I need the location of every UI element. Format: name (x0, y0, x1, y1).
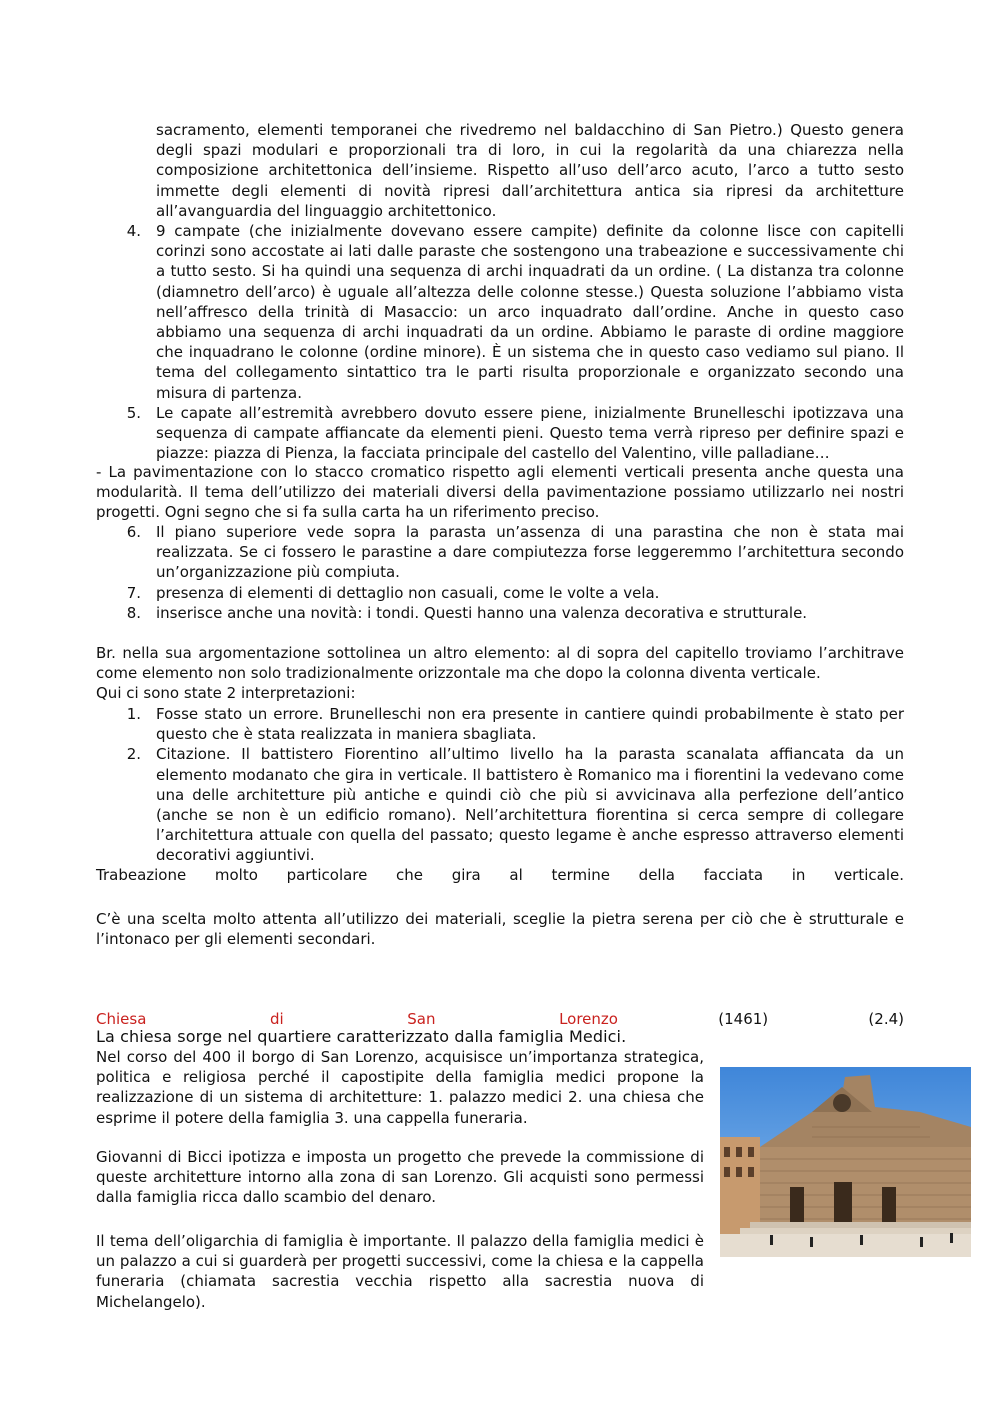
list-number: 5. (126, 403, 141, 422)
list-item-text: 9 campate (che inizialmente dovevano essere campite) definite da colonne lisce con capitelli corinzi sono accostate ai lati dalle paraste che sostengono una trabeazione e successivamente chi a tutto sesto. Si ha quindi una sequenza di archi inquadrati da un ordine. ( La distanza tra colonne (diamnetro dell’arco) è uguale all’altezza delle colonne stesse.) Questa soluzione l’abbiamo vista nell’affresco della trinità di Masaccio: un arco inquadrato dall’ordine. Anche in questo caso abbiamo una sequenza di archi inquadrati da un ordine. Abbiamo le paraste di ordine maggiore che inquadrano le colonne (ordine minore). È un sistema che in questo caso vediamo sul piano. Il tema del collegamento sintattico tra le parti risulta proporzionale e organizzato secondo una misura di partenza. (156, 222, 904, 402)
list-item-text: Il piano superiore vede sopra la parasta un’assenza di una parastina che non è stata mai realizzata. Se ci fossero le parastine a dare compiutezza forse leggeremmo l’architettura secondo un’organizzazione più compiuta. (156, 523, 904, 582)
list-item-continuation (96, 120, 904, 221)
san-lorenzo-paragraph-2: Giovanni di Bicci ipotizza e imposta un progetto che prevede la commissione di queste architetture intorno alla zona di san Lorenzo. Gli acquisti sono permessi dalla famiglia ricca dallo scambio del denaro. (96, 1148, 704, 1207)
section-title-word: Lorenzo (559, 1010, 618, 1028)
section-title-word: San (407, 1010, 436, 1028)
list-number: 6. (126, 523, 141, 541)
list-number: 1. (126, 705, 141, 723)
numbered-list-interpretazioni (96, 704, 904, 866)
san-lorenzo-photo (720, 1067, 971, 1257)
san-lorenzo-paragraph-3: Il tema dell’oligarchia di famiglia è importante. Il palazzo della famiglia medici è un palazzo a cui si guarderà per progetti successivi, come la chiesa e la cappella funeraria (chiamata sacrestia vecchia rispetto alla sacrestia nuova di Michelangelo). (96, 1232, 704, 1311)
san-lorenzo-paragraph-1: Nel corso del 400 il borgo di San Lorenzo, acquisisce un’importanza strategica, politica e religiosa perché il capostipite della famiglia medici propone la realizzazione di un sistema di architetture: 1. palazzo medici 2. una chiesa che esprime il potere della famiglia 3. una cappella funeraria. (96, 1048, 704, 1127)
list-item (96, 704, 904, 744)
pavimentazione-paragraph: - La pavimentazione con lo stacco cromatico rispetto agli elementi verticali presenta anche questa una modularità. Il tema dell’utilizzo dei materiali diversi della pavimentazione possiamo utilizzarlo nei nostri progetti. Ogni segno che si fa sulla carta ha un riferimento preciso. (96, 463, 904, 522)
list-item (96, 744, 904, 865)
interpretazioni-intro: Qui ci sono state 2 interpretazioni: (96, 684, 356, 702)
section-ref: (2.4) (868, 1010, 904, 1028)
section-title-word: Chiesa (96, 1010, 147, 1028)
section-title (96, 1009, 618, 1029)
list-item (96, 603, 904, 623)
list-number: 7. (126, 583, 141, 602)
list-item-text: inserisce anche una novità: i tondi. Questi hanno una valenza decorativa e strutturale. (156, 603, 808, 622)
numbered-list-top (96, 120, 904, 463)
section-subtitle: La chiesa sorge nel quartiere caratterizzato dalla famiglia Medici. (96, 1027, 627, 1046)
section-title-word: di (269, 1010, 284, 1028)
numbered-list-middle (96, 522, 904, 623)
list-number: 8. (126, 603, 141, 622)
list-item-text: Citazione. Il battistero Fiorentino all’ultimo livello ha la parasta scanalata affiancata da un elemento modanato che gira in verticale. Il battistero è Romanico ma i fiorentini la vedevano come una delle architetture più antiche e quindi ciò che più si avvicinava alla perfezione dell’antico (anche se non è un edificio romano). Nell’architettura fiorentina si cerca sempre di collegare l’architettura attuale con quella del passato; questo legame è anche espresso attraverso elementi decorativi aggiuntivi. (156, 745, 904, 865)
list-item-text: Fosse stato un errore. Brunelleschi non era presente in cantiere quindi probabilmente è stato per questo che è stata realizzata in maniera sbagliata. (156, 705, 904, 744)
list-number: 2. (126, 745, 141, 764)
list-number: 4. (126, 222, 141, 241)
list-item (96, 221, 904, 403)
trabeazione-paragraph: Trabeazione molto particolare che gira al termine della facciata in verticale. (96, 866, 904, 884)
list-item (96, 403, 904, 464)
list-item-text: sacramento, elementi temporanei che rivedremo nel baldacchino di San Pietro.) Questo genera degli spazi modulari e proporzionali tra di loro, in cui la regolarità da una chiarezza nella composizione architettonica dell’insieme. Rispetto all’uso dell’arco acuto, l’arco a tutto sesto immette degli elementi di novità ripresi dall’architettura antica sia ripresi da architetture all’avanguardia del linguaggio architettonico. (156, 121, 904, 220)
section-year: (1461) (718, 1010, 769, 1028)
architrave-paragraph: Br. nella sua argomentazione sottolinea un altro elemento: al di sopra del capitello troviamo l’architrave come elemento non solo tradizionalmente orizzontale ma che dopo la colonna diventa verticale. (96, 644, 904, 683)
section-heading (96, 1009, 904, 1029)
list-item-text: presenza di elementi di dettaglio non casuali, come le volte a vela. (156, 583, 660, 602)
list-item (96, 522, 904, 583)
list-item (96, 583, 904, 603)
materiali-paragraph: C’è una scelta molto attenta all’utilizzo dei materiali, sceglie la pietra serena per ciò che è strutturale e l’intonaco per gli elementi secondari. (96, 910, 904, 949)
list-item-text: Le capate all’estremità avrebbero dovuto essere piene, inizialmente Brunelleschi ipotizzava una sequenza di campate affiancate da elementi pieni. Questo tema verrà ripreso per definire spazi e piazze: piazza di Pienza, la facciata principale del castello del Valentino, ville palladiane… (156, 403, 904, 463)
